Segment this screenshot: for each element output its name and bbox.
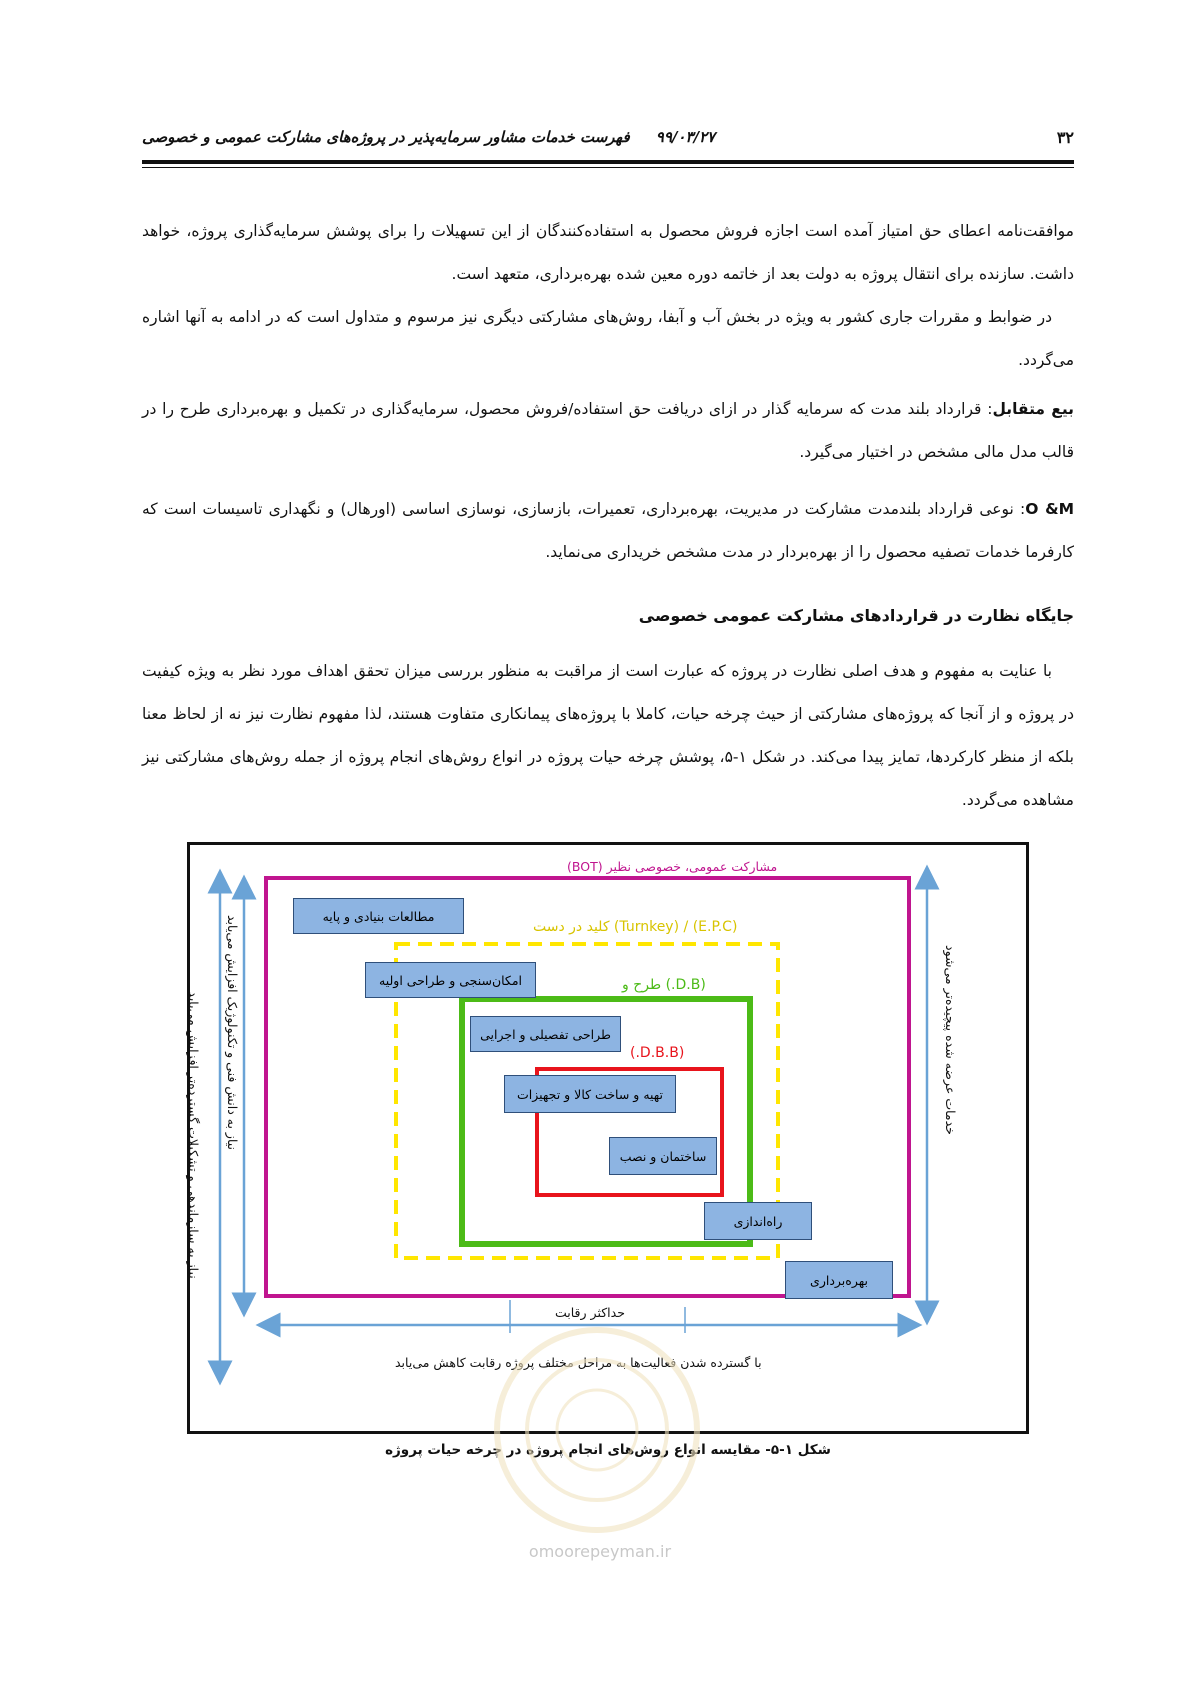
figure-caption: شکل ۱-۵- مقایسه انواع روش‌های انجام پروژه در چرخه حیات پروژه bbox=[385, 1442, 831, 1458]
header-date: ۹۹/۰۳/۲۷ bbox=[655, 128, 716, 146]
term-bie-moteghabel: بیع متقابل bbox=[992, 400, 1074, 418]
page-number: ۳۲ bbox=[1056, 128, 1074, 147]
epc-label: (E.P.C) / (Turnkey) کلید در دست bbox=[533, 919, 738, 935]
watermark-seal-icon bbox=[487, 1320, 707, 1540]
header-title-line bbox=[142, 128, 715, 146]
paragraph-2: در ضوابط و مقررات جاری کشور به ویژه در بخش آب و آبفا، روش‌های مشارکتی دیگری نیز مرسوم و متداول است که در ادامه به آنها اشاره می‌گردد. bbox=[142, 308, 1074, 369]
box-construction: ساختمان و نصب bbox=[609, 1137, 717, 1175]
paragraph-4-text: : نوعی قرارداد بلندمدت مشارکت در مدیریت، بهره‌برداری، تعمیرات، بازسازی، نوسازی اساسی (اورهال) و نگهداری تاسیسات است که کارفرما خدمات تصفیه محصول را از بهره‌بردار در مدت مشخص خریداری می‌نماید. bbox=[142, 500, 1074, 561]
paragraph-3 bbox=[142, 388, 1074, 474]
box-detailed-design: طراحی تفصیلی و اجرایی bbox=[470, 1016, 621, 1052]
header-title: فهرست خدمات مشاور سرمایه‌پذیر در پروژه‌های مشارکت عمومی و خصوصی bbox=[142, 128, 630, 146]
dbb-label: (D.B.B.) bbox=[630, 1045, 685, 1061]
header-rule-thick bbox=[142, 160, 1074, 164]
header-rule-thin bbox=[142, 167, 1074, 168]
watermark-text: omoorepeyman.ir bbox=[528, 1542, 672, 1561]
bottom-note: با گسترده شدن فعالیت‌ها به مراحل مختلف پروژه رقابت کاهش می‌یابد bbox=[395, 1355, 762, 1370]
running-header bbox=[142, 128, 1074, 152]
paragraph-3-text: : قرارداد بلند مدت که سرمایه گذار در ازای دریافت حق استفاده/فروش محصول، سرمایه‌گذاری در تکمیل و بهره‌برداری طرح را در قالب مدل مالی مشخص در اختیار می‌گیرد. bbox=[142, 400, 1074, 461]
section-heading: جایگاه نظارت در قراردادهای مشارکت عمومی خصوصی bbox=[638, 606, 1074, 625]
box-procurement: تهیه و ساخت کالا و تجهیزات bbox=[504, 1075, 676, 1113]
max-competition-label: حداکثر رقابت bbox=[555, 1305, 625, 1320]
paragraph-5: با عنایت به مفهوم و هدف اصلی نظارت در پروژه که عبارت است از مراقبت به منظور بررسی میزان تحقق اهداف مورد نظر به ویژه کیفیت در پروژه و از آنجا که پروژه‌های مشارکتی از حیث چرخه حیات، کاملا با پروژه‌های پیمانکاری متفاوت هستند، لذا مفهوم نظارت نیز نه از لحاظ معنا بلکه از منظر کارکردها، تمایز پیدا می‌کند. در شکل ۱-۵، پوشش چرخه حیات پروژه در انواع روش‌های انجام پروژه از جمله روش‌های مشارکتی نیز مشاهده می‌گردد. bbox=[142, 662, 1074, 809]
term-om: O &M bbox=[1025, 500, 1075, 518]
figure-project-methods: مشارکت عمومی، خصوصی نظیر (BOT) (E.P.C) / (Turnkey) کلید در دست (D.B.) طرح و (D.B.B.) مطالعات بنیادی و پایه امکان‌سنجی و طراحی اولیه طراحی تفصیلی و اجرایی تهیه و ساخت کالا و تجهیزات ساختمان و نصب راه‌اندازی بهره‌برداری نیاز به سازماندهی و تشکیلات گسترده‌تر افزایش می‌یابد نیاز به دانش فنی و تکنولوژیک افزایش می‌یابد خدمات عرضه شده پیچیده‌تر می‌شود حداکثر رقابت با گسترده شدن فعالیت‌ها به مراحل مختلف پروژه رقابت کاهش می‌یابد bbox=[187, 842, 1029, 1434]
bot-label: مشارکت عمومی، خصوصی نظیر (BOT) bbox=[567, 859, 778, 874]
paragraph-4 bbox=[142, 488, 1074, 574]
db-label: (D.B.) طرح و bbox=[622, 977, 706, 993]
paragraph-1: موافقت‌نامه اعطای حق امتیاز آمده است اجازه فروش محصول به استفاده‌کنندگان از این تسهیلات را برای پوشش سرمایه‌گذاری پروژه، خواهد داشت. سازنده برای انتقال پروژه به دولت بعد از خاتمه دوره معین شده بهره‌برداری، متعهد است. bbox=[142, 222, 1074, 283]
box-feasibility: امکان‌سنجی و طراحی اولیه bbox=[365, 962, 536, 998]
box-commissioning: راه‌اندازی bbox=[704, 1202, 812, 1240]
box-operation: بهره‌برداری bbox=[785, 1261, 893, 1299]
box-basic-studies: مطالعات بنیادی و پایه bbox=[293, 898, 464, 934]
